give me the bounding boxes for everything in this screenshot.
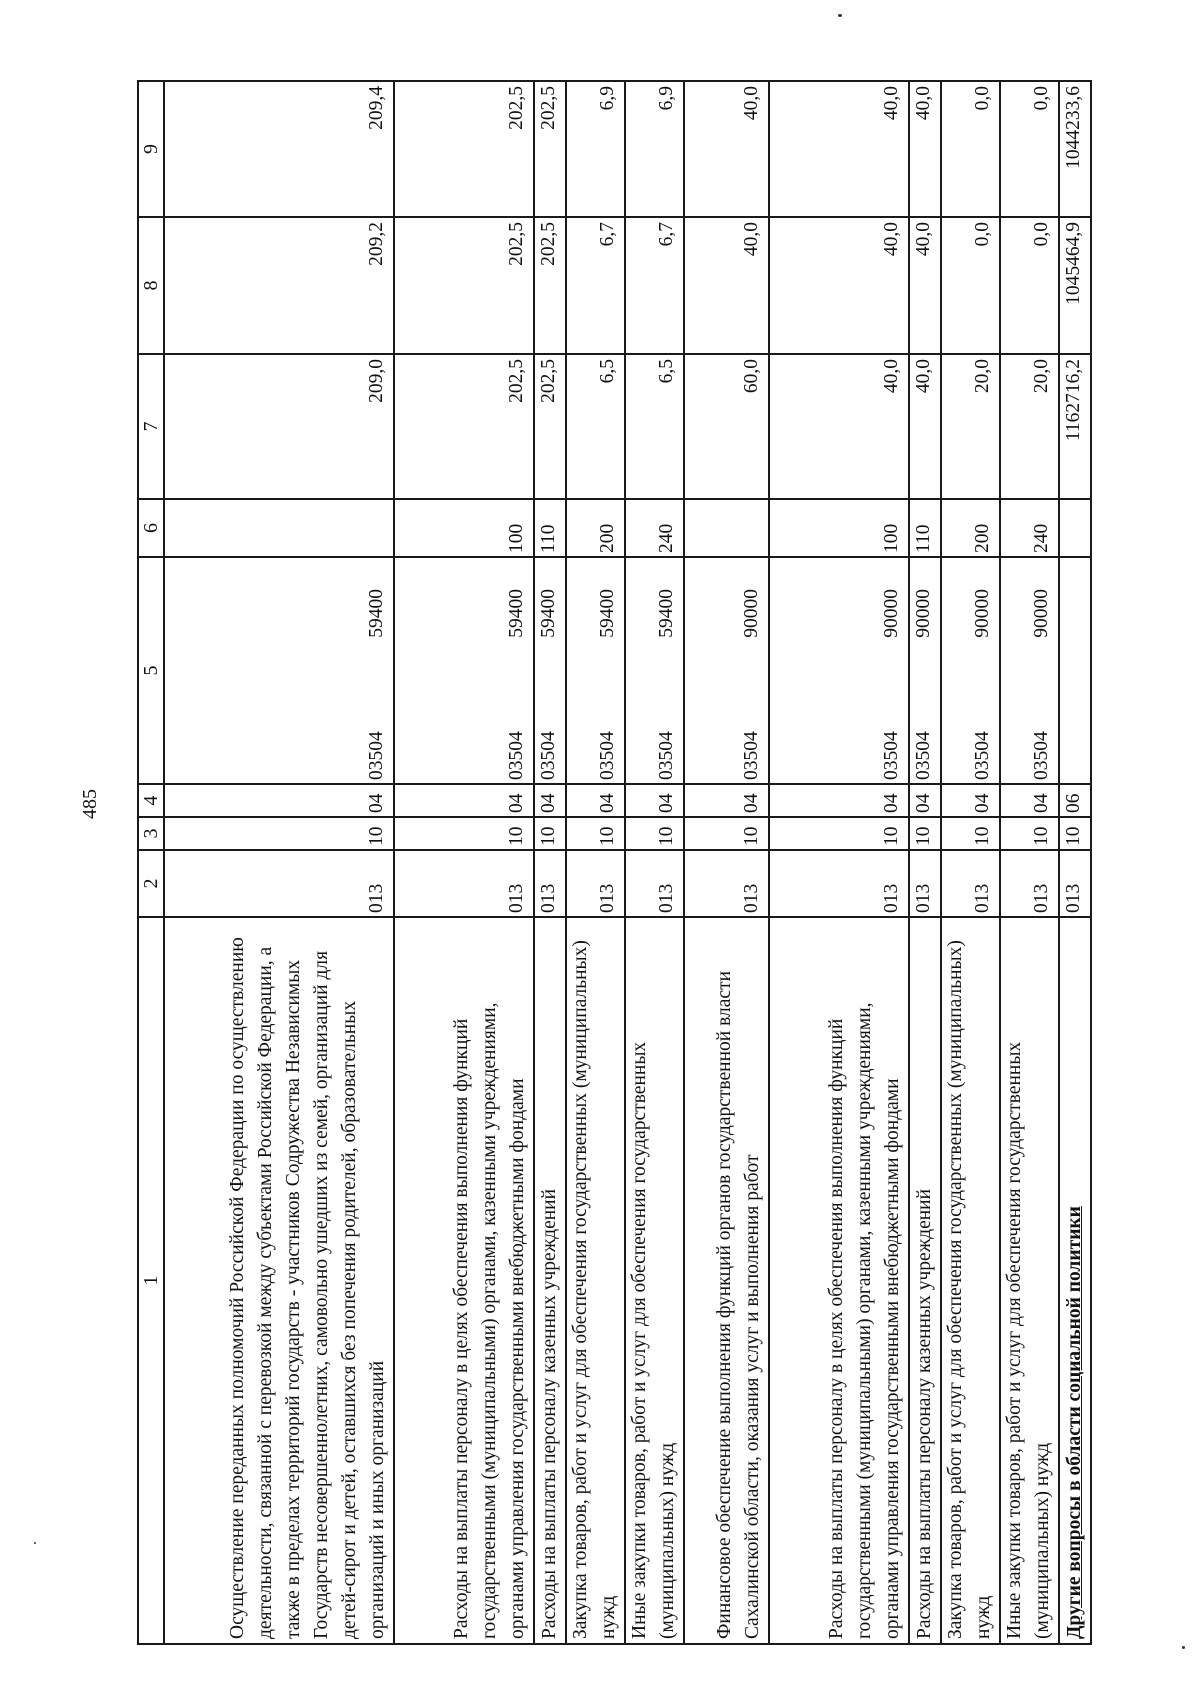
row-target-article xyxy=(769,557,909,784)
row-name: Расходы на выплаты персоналу казенных учреждений xyxy=(534,917,566,1644)
row-amount-col8: 202,5 xyxy=(394,217,534,354)
row-name: Расходы на выплаты персоналу в целях обеспечения выполнения функций государственными (муниципальными) органами, казенными учреждениями, органами управления государственными внебюджетными фондами xyxy=(769,917,909,1644)
row-amount-col8: 40,0 xyxy=(909,217,941,354)
row-amount-col8: 209,2 xyxy=(164,217,394,354)
row-target-article xyxy=(625,557,684,784)
col-header-1: 1 xyxy=(138,917,164,1644)
row-subsection-code: 04 xyxy=(394,784,534,817)
row-amount-col8: 40,0 xyxy=(769,217,909,354)
row-amount-col9: 0,0 xyxy=(1000,81,1059,217)
row-target-article xyxy=(164,557,394,784)
row-amount-col9: 6,9 xyxy=(625,81,684,217)
col-header-9: 9 xyxy=(138,81,164,217)
row-expense-type: 200 xyxy=(941,499,1000,557)
row-target-article xyxy=(394,557,534,784)
table-row xyxy=(625,81,684,1644)
row-subsection-code: 04 xyxy=(941,784,1000,817)
col-header-7: 7 xyxy=(138,354,164,499)
table-row xyxy=(394,81,534,1644)
row-amount-col7: 60,0 xyxy=(684,354,769,499)
row-grbs-code: 013 xyxy=(941,850,1000,917)
row-amount-col7: 20,0 xyxy=(1000,354,1059,499)
row-target-article-program: 03504 xyxy=(506,731,527,780)
row-grbs-code: 013 xyxy=(909,850,941,917)
row-amount-col9: 40,0 xyxy=(909,81,941,217)
table-row xyxy=(534,81,566,1644)
row-name: Другие вопросы в области социальной политики xyxy=(1059,917,1091,1644)
row-expense-type: 110 xyxy=(909,499,941,557)
row-grbs-code: 013 xyxy=(566,850,625,917)
row-amount-col9: 209,4 xyxy=(164,81,394,217)
row-target-article-program: 03504 xyxy=(972,731,993,780)
row-name: Осуществление переданных полномочий Российской Федерации по осуществлению деятельности, связанной с перевозкой между субъектами Российской Федерации, а также в пределах территорий государств - участников Содружества Независимых Государств несовершеннолетних, самовольно ушедших из семей, организаций для детей-сирот и детей, оставшихся без попечения родителей, образовательных организаций и иных организаций xyxy=(164,917,394,1644)
row-section-code: 10 xyxy=(769,817,909,850)
row-expense-type xyxy=(684,499,769,557)
row-grbs-code: 013 xyxy=(769,850,909,917)
table-row xyxy=(1059,81,1091,1644)
row-subsection-code: 04 xyxy=(534,784,566,817)
row-subsection-code: 04 xyxy=(769,784,909,817)
table-row xyxy=(566,81,625,1644)
row-amount-col9: 202,5 xyxy=(534,81,566,217)
row-target-article-program: 03504 xyxy=(538,731,559,780)
table-row xyxy=(164,81,394,1644)
row-section-code: 10 xyxy=(164,817,394,850)
row-name: Иные закупки товаров, работ и услуг для обеспечения государственных (муниципальных) нужд xyxy=(625,917,684,1644)
row-target-article xyxy=(1000,557,1059,784)
row-amount-col8: 1045464,9 xyxy=(1059,217,1091,354)
row-expense-type: 240 xyxy=(625,499,684,557)
row-amount-col8: 40,0 xyxy=(684,217,769,354)
row-target-article-program: 03504 xyxy=(741,731,762,780)
row-subsection-code: 04 xyxy=(566,784,625,817)
row-subsection-code: 04 xyxy=(684,784,769,817)
row-target-article-program: 03504 xyxy=(881,731,902,780)
table-row xyxy=(1000,81,1059,1644)
row-grbs-code: 013 xyxy=(1000,850,1059,917)
row-target-article-direction: 59400 xyxy=(366,589,387,638)
row-expense-type: 200 xyxy=(566,499,625,557)
row-subsection-code: 04 xyxy=(909,784,941,817)
table-row xyxy=(941,81,1000,1644)
row-name: Иные закупки товаров, работ и услуг для обеспечения государственных (муниципальных) нужд xyxy=(1000,917,1059,1644)
row-expense-type xyxy=(164,499,394,557)
row-target-article-direction: 90000 xyxy=(881,589,902,638)
row-target-article-program: 03504 xyxy=(366,731,387,780)
scan-speck xyxy=(34,1542,36,1544)
row-amount-col7: 209,0 xyxy=(164,354,394,499)
row-amount-col7: 6,5 xyxy=(625,354,684,499)
col-header-5: 5 xyxy=(138,557,164,784)
row-amount-col8: 0,0 xyxy=(1000,217,1059,354)
row-amount-col8: 0,0 xyxy=(941,217,1000,354)
table-row xyxy=(684,81,769,1644)
col-header-2: 2 xyxy=(138,850,164,917)
row-subsection-code: 04 xyxy=(625,784,684,817)
row-target-article xyxy=(534,557,566,784)
row-amount-col8: 6,7 xyxy=(566,217,625,354)
row-target-article-program: 03504 xyxy=(656,731,677,780)
header-row xyxy=(138,81,164,1644)
row-target-article-direction: 90000 xyxy=(972,589,993,638)
row-target-article-direction: 59400 xyxy=(506,589,527,638)
row-amount-col9: 0,0 xyxy=(941,81,1000,217)
row-amount-col7: 1162716,2 xyxy=(1059,354,1091,499)
row-target-article-direction: 90000 xyxy=(913,589,934,638)
rotated-table-page xyxy=(137,82,1085,1645)
row-target-article-direction: 90000 xyxy=(1031,589,1052,638)
scan-speck xyxy=(1182,1646,1185,1649)
row-amount-col8: 202,5 xyxy=(534,217,566,354)
row-target-article xyxy=(684,557,769,784)
row-section-code: 10 xyxy=(1000,817,1059,850)
page-number: 485 xyxy=(79,789,101,819)
row-amount-col9: 1044233,6 xyxy=(1059,81,1091,217)
row-section-code: 10 xyxy=(684,817,769,850)
row-subsection-code: 06 xyxy=(1059,784,1091,817)
row-grbs-code: 013 xyxy=(394,850,534,917)
row-section-code: 10 xyxy=(941,817,1000,850)
row-amount-col7: 6,5 xyxy=(566,354,625,499)
col-header-3: 3 xyxy=(138,817,164,850)
row-expense-type: 100 xyxy=(769,499,909,557)
col-header-4: 4 xyxy=(138,784,164,817)
row-grbs-code: 013 xyxy=(625,850,684,917)
row-subsection-code: 04 xyxy=(1000,784,1059,817)
row-target-article-direction: 59400 xyxy=(656,589,677,638)
col-header-8: 8 xyxy=(138,217,164,354)
row-section-code: 10 xyxy=(394,817,534,850)
row-target-article-program: 03504 xyxy=(1031,731,1052,780)
row-expense-type xyxy=(1059,499,1091,557)
row-target-article-program: 03504 xyxy=(913,731,934,780)
row-section-code: 10 xyxy=(566,817,625,850)
budget-table xyxy=(137,80,1092,1645)
scan-speck xyxy=(838,14,842,17)
row-target-article xyxy=(941,557,1000,784)
row-amount-col9: 202,5 xyxy=(394,81,534,217)
row-target-article xyxy=(566,557,625,784)
row-expense-type: 110 xyxy=(534,499,566,557)
row-grbs-code: 013 xyxy=(684,850,769,917)
row-target-article-direction: 59400 xyxy=(538,589,559,638)
table-body xyxy=(164,81,1091,1644)
row-grbs-code: 013 xyxy=(1059,850,1091,917)
row-amount-col9: 6,9 xyxy=(566,81,625,217)
row-amount-col7: 202,5 xyxy=(394,354,534,499)
row-section-code: 10 xyxy=(534,817,566,850)
row-name: Закупка товаров, работ и услуг для обеспечения государственных (муниципальных) нужд xyxy=(941,917,1000,1644)
row-section-code: 10 xyxy=(1059,817,1091,850)
table-row xyxy=(769,81,909,1644)
row-amount-col9: 40,0 xyxy=(684,81,769,217)
row-subsection-code: 04 xyxy=(164,784,394,817)
row-expense-type: 100 xyxy=(394,499,534,557)
row-name: Финансовое обеспечение выполнения функций органов государственной власти Сахалинской области, оказания услуг и выполнения работ xyxy=(684,917,769,1644)
row-section-code: 10 xyxy=(625,817,684,850)
row-target-article xyxy=(909,557,941,784)
row-name: Расходы на выплаты персоналу казенных учреждений xyxy=(909,917,941,1644)
row-name: Расходы на выплаты персоналу в целях обеспечения выполнения функций государственными (муниципальными) органами, казенными учреждениями, органами управления государственными внебюджетными фондами xyxy=(394,917,534,1644)
col-header-6: 6 xyxy=(138,499,164,557)
row-target-article xyxy=(1059,557,1091,784)
row-amount-col7: 40,0 xyxy=(909,354,941,499)
row-target-article-direction: 90000 xyxy=(741,589,762,638)
row-amount-col8: 6,7 xyxy=(625,217,684,354)
row-amount-col7: 202,5 xyxy=(534,354,566,499)
row-grbs-code: 013 xyxy=(534,850,566,917)
row-amount-col7: 40,0 xyxy=(769,354,909,499)
row-expense-type: 240 xyxy=(1000,499,1059,557)
row-name: Закупка товаров, работ и услуг для обеспечения государственных (муниципальных) нужд xyxy=(566,917,625,1644)
row-target-article-direction: 59400 xyxy=(597,589,618,638)
row-amount-col7: 20,0 xyxy=(941,354,1000,499)
row-amount-col9: 40,0 xyxy=(769,81,909,217)
row-target-article-program: 03504 xyxy=(597,731,618,780)
row-grbs-code: 013 xyxy=(164,850,394,917)
row-section-code: 10 xyxy=(909,817,941,850)
table-row xyxy=(909,81,941,1644)
